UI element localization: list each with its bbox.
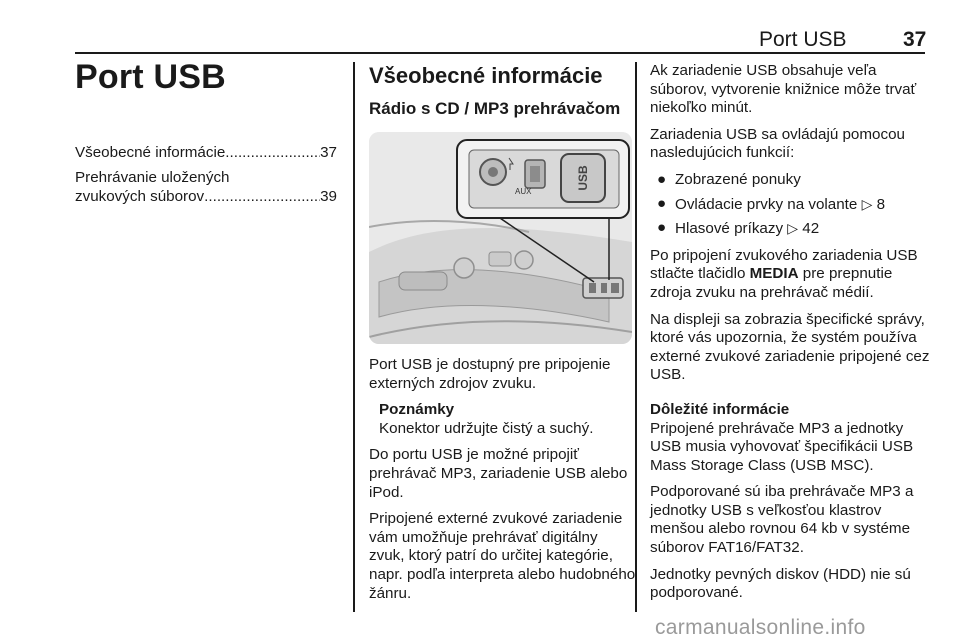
important-heading: Dôležité informácie (650, 400, 790, 418)
paragraph: Ak zariadenie USB obsahuje veľa súborov, vytvorenie knižnice môže trvať niekoľko minút. (650, 62, 917, 117)
column-3 (650, 62, 935, 611)
usb-label: USB (576, 165, 590, 191)
page-number: 37 (903, 28, 927, 51)
paragraph: Pripojené prehrávače MP3 a jednotky USB musia vyhovovať špecifikácii USB Mass Storage Class (USB MSC). (650, 419, 914, 474)
paragraph: Podporované sú iba prehrávače MP3 a jednotky USB s veľkosťou klastrov menšou alebo rovnou 64 kb v systéme súborov FAT16/FAT32. (650, 483, 914, 557)
paragraph: Do portu USB je možné pripojiť prehrávač MP3, zariadenie USB alebo iPod. (369, 446, 628, 501)
text-run: pre prepnutie zdroja zvuku na prehrávač médií. (650, 265, 893, 301)
page-reference-icon: ▷ (787, 220, 799, 237)
paragraph: Na displeji sa zobrazia špecifické správy, ktoré vás upozornia, že systém používa externé zvukové zariadenie pripojené cez USB. (650, 310, 930, 384)
paragraph: Pripojené externé zvukové zariadenie vám umožňuje prehrávať digitálny zvuk, ktorý patrí do určitej kategórie, napr. podľa interpreta alebo hudobného žánru. (369, 510, 636, 602)
list-item (650, 195, 935, 215)
list-item (650, 171, 935, 190)
list-item-text: Zobrazené ponuky (675, 170, 801, 188)
list-item-text: Hlasové príkazy (675, 220, 784, 238)
function-list (650, 171, 935, 239)
toc-leader-dots (204, 187, 320, 206)
toc-entry-page: 37 (320, 144, 337, 161)
toc-entry-title-line2: zvukových súborov (75, 188, 205, 205)
note-title: Poznámky (379, 401, 455, 419)
watermark: carmanualsonline.info (655, 616, 866, 639)
toc-entry-general[interactable] (75, 143, 337, 162)
table-of-contents (75, 143, 337, 212)
paragraph: Port USB je dostupný pre pripojenie externých zdrojov zvuku. (369, 356, 611, 392)
section-subheading: Rádio s CD / MP3 prehrávačom (369, 99, 621, 118)
chapter-title: Port USB (75, 58, 226, 96)
column-2 (369, 62, 637, 611)
header-rule (75, 52, 925, 54)
usb-port-illustration (369, 132, 632, 344)
header-title: Port USB (759, 28, 847, 51)
bullet-icon: ● (657, 194, 667, 212)
toc-entry-playback[interactable] (75, 168, 337, 206)
toc-leader-dots (225, 143, 320, 162)
bullet-icon: ● (657, 170, 667, 188)
text-run: Po pripojení zvukového zariadenia USB stlačte tlačidlo (650, 246, 918, 283)
paragraph-media (650, 247, 935, 303)
bullet-icon: ● (657, 219, 667, 237)
column-divider-1 (353, 62, 355, 612)
note-text: Konektor udržujte čistý a suchý. (379, 419, 594, 437)
toc-entry-title: Prehrávanie uložených (75, 169, 230, 186)
aux-label: AUX (515, 187, 532, 196)
page-reference-icon: ▷ (861, 195, 873, 212)
note-box (379, 401, 637, 438)
toc-entry-page: 39 (320, 188, 337, 205)
list-item (650, 219, 935, 239)
paragraph: Jednotky pevných diskov (HDD) nie sú podporované. (650, 565, 911, 602)
page-reference[interactable]: 8 (876, 195, 886, 213)
paragraph: Zariadenia USB sa ovládajú pomocou nasledujúcich funkcií: (650, 125, 905, 162)
toc-entry-title: Všeobecné informácie (75, 144, 226, 161)
media-button-name: MEDIA (749, 265, 799, 283)
section-heading: Všeobecné informácie (369, 63, 603, 88)
list-item-text: Ovládacie prvky na volante (675, 195, 858, 213)
page-reference[interactable]: 42 (802, 220, 820, 238)
